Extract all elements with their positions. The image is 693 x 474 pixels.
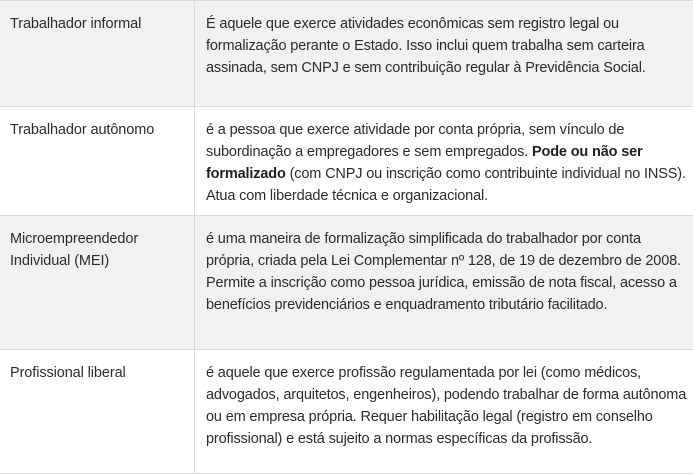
definition-text: é a pessoa que exerce atividade por conta própria, sem vínculo de subordinação a empregadores e sem empregados. — [206, 122, 625, 160]
table-row — [0, 1, 693, 107]
definition-cell: É aquele que exerce atividades econômicas sem registro legal ou formalização perante o Estado. Isso inclui quem trabalha sem carteira assinada, sem CNPJ e sem contribuição regular à Previdência Social. — [206, 16, 646, 76]
table-row — [0, 107, 693, 216]
definition-cell: é aquele que exerce profissão regulamentada por lei (como médicos, advogados, arquitetos, engenheiros), podendo trabalhar de forma autônoma ou em empresa própria. Requer habilitação legal (registro em conselho profissional) e está sujeito a normas específicas da profissão. — [206, 365, 687, 447]
term-cell: Trabalhador autônomo — [0, 107, 195, 215]
table-row — [0, 350, 693, 474]
definition-cell: é uma maneira de formalização simplificada do trabalhador por conta própria, criada pela Lei Complementar nº 128, de 19 de dezembro de 2008. Permite a inscrição como pessoa jurídica, emissão de nota fiscal, acesso a benefícios previdenciários e enquadramento tributário facilitado. — [206, 231, 681, 313]
term-cell: Profissional liberal — [0, 350, 195, 473]
definition-cell — [195, 107, 693, 215]
term-cell: Microempreendedor Individual (MEI) — [0, 216, 195, 349]
definition-text: (com CNPJ ou inscrição como contribuinte individual no INSS). Atua com liberdade técnica e organizacional. — [206, 166, 686, 204]
definition-bold-text: Pode ou não ser formalizado — [206, 144, 643, 182]
term-cell: Trabalhador informal — [0, 1, 195, 106]
table-row — [0, 216, 693, 350]
